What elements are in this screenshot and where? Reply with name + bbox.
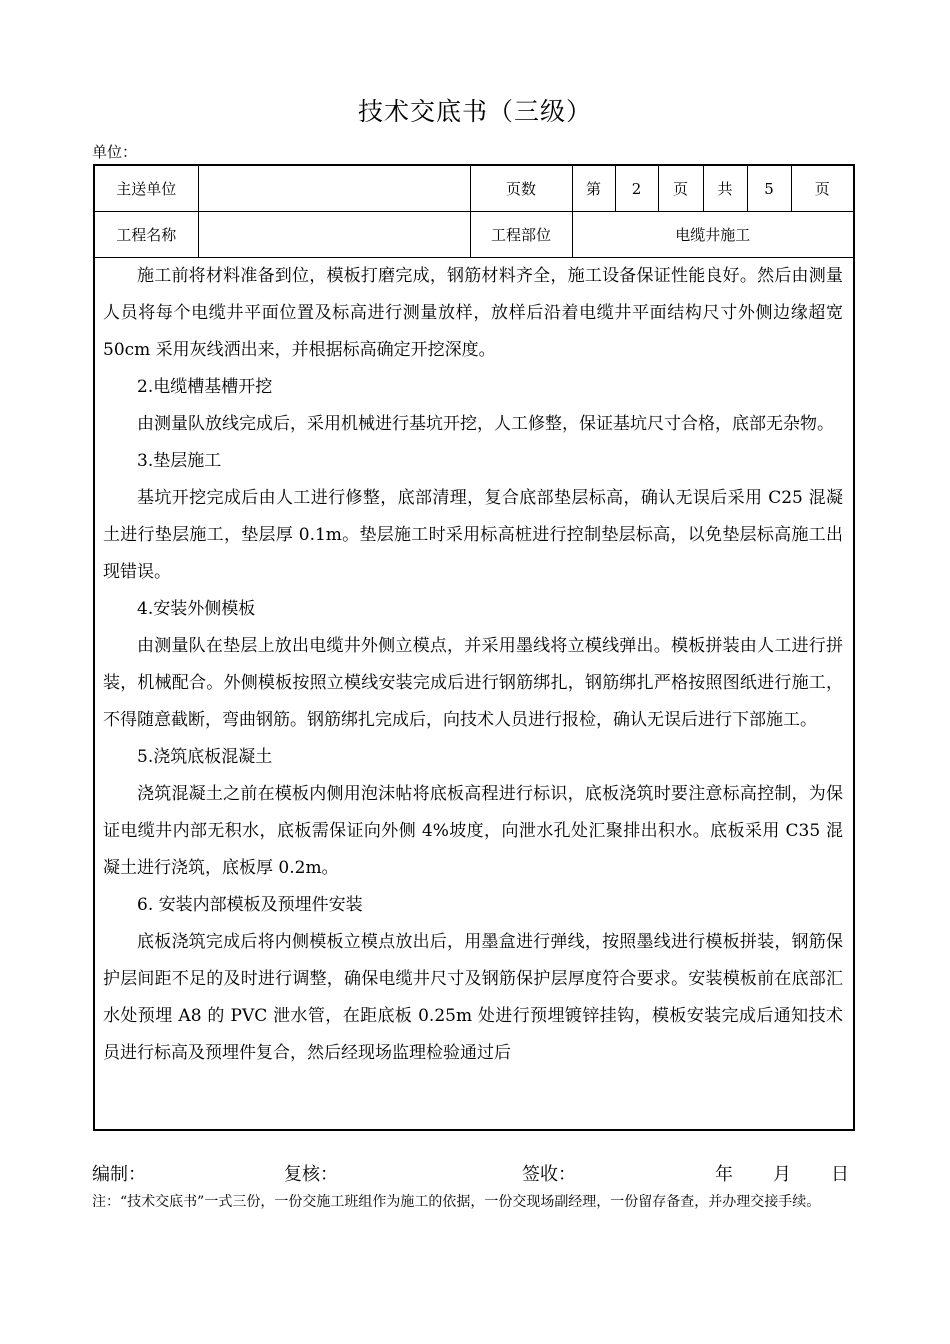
total-prefix: 共 <box>703 166 747 212</box>
header-row-2 <box>95 212 853 258</box>
project-name-label: 工程名称 <box>95 212 198 258</box>
total-unit: 页 <box>791 166 853 212</box>
month-label: 月 <box>773 1164 791 1185</box>
project-name-value <box>198 212 470 258</box>
year-label: 年 <box>715 1164 733 1185</box>
content-body <box>103 258 843 1129</box>
section-heading: 3.垫层施工 <box>137 451 222 471</box>
reviewed-by-label: 复核： <box>284 1164 338 1185</box>
section-heading: 5.浇筑底板混凝土 <box>137 747 273 767</box>
received-by-label: 签收： <box>522 1164 576 1185</box>
sender-label: 主送单位 <box>95 166 198 212</box>
page-prefix: 第 <box>572 166 615 212</box>
section-heading: 2.电缆槽基槽开挖 <box>137 377 273 397</box>
section-heading: 6. 安装内部模板及预埋件安装 <box>137 895 363 915</box>
unit-label: 单位： <box>92 143 138 161</box>
document-frame <box>93 164 855 1131</box>
page-unit: 页 <box>658 166 703 212</box>
sender-value <box>198 166 470 212</box>
page-number: 2 <box>615 166 658 212</box>
project-part-value: 电缆井施工 <box>572 212 853 258</box>
paragraph: 底板浇筑完成后将内侧模板立模点放出后，用墨盒进行弹线，按照墨线进行模板拼装，钢筋保护层间距不足的及时进行调整，确保电缆井尺寸及钢筋保护层厚度符合要求。安装模板前在底部汇水处预埋 A8 的 PVC 泄水管，在距底板 0.25m 处进行预埋镀锌挂钩，模板安装完成后通知技术员进行标高及预埋件复合，然后经现场监理检验通过后 <box>103 932 843 1063</box>
pages-label: 页数 <box>470 166 572 212</box>
project-part-label: 工程部位 <box>470 212 572 258</box>
header-table <box>95 166 853 258</box>
footnote: 注：“技术交底书”一式三份，一份交施工班组作为施工的依据，一份交现场副经理，一份留存备查，并办理交接手续。 <box>92 1194 821 1210</box>
section-heading: 4.安装外侧模板 <box>137 599 256 619</box>
paragraph: 浇筑混凝土之前在模板内侧用泡沫帖将底板高程进行标识，底板浇筑时要注意标高控制，为保证电缆井内部无积水，底板需保证向外侧 4%坡度，向泄水孔处汇聚排出积水。底板采用 C35 混凝土进行浇筑，底板厚 0.2m。 <box>103 784 843 878</box>
day-label: 日 <box>831 1164 849 1185</box>
paragraph: 基坑开挖完成后由人工进行修整，底部清理，复合底部垫层标高，确认无误后采用 C25 混凝土进行垫层施工，垫层厚 0.1m。垫层施工时采用标高桩进行控制垫层标高，以免垫层标高施工出现错误。 <box>103 488 843 582</box>
document-title: 技术交底书（三级） <box>357 97 592 126</box>
paragraph: 施工前将材料准备到位，模板打磨完成，钢筋材料齐全，施工设备保证性能良好。然后由测量人员将每个电缆井平面位置及标高进行测量放样，放样后沿着电缆井平面结构尺寸外侧边缘超宽 50cm 采用灰线洒出来，并根据标高确定开挖深度。 <box>103 266 843 360</box>
header-row-1 <box>95 166 853 212</box>
compiled-by-label: 编制： <box>92 1164 146 1185</box>
paragraph: 由测量队放线完成后，采用机械进行基坑开挖，人工修整，保证基坑尺寸合格，底部无杂物。 <box>137 414 834 434</box>
paragraph: 由测量队在垫层上放出电缆井外侧立模点，并采用墨线将立模线弹出。模板拼装由人工进行拼装，机械配合。外侧模板按照立模线安装完成后进行钢筋绑扎，钢筋绑扎严格按照图纸进行施工，不得随意截断，弯曲钢筋。钢筋绑扎完成后，向技术人员进行报检，确认无误后进行下部施工。 <box>103 636 843 730</box>
total-pages: 5 <box>747 166 791 212</box>
